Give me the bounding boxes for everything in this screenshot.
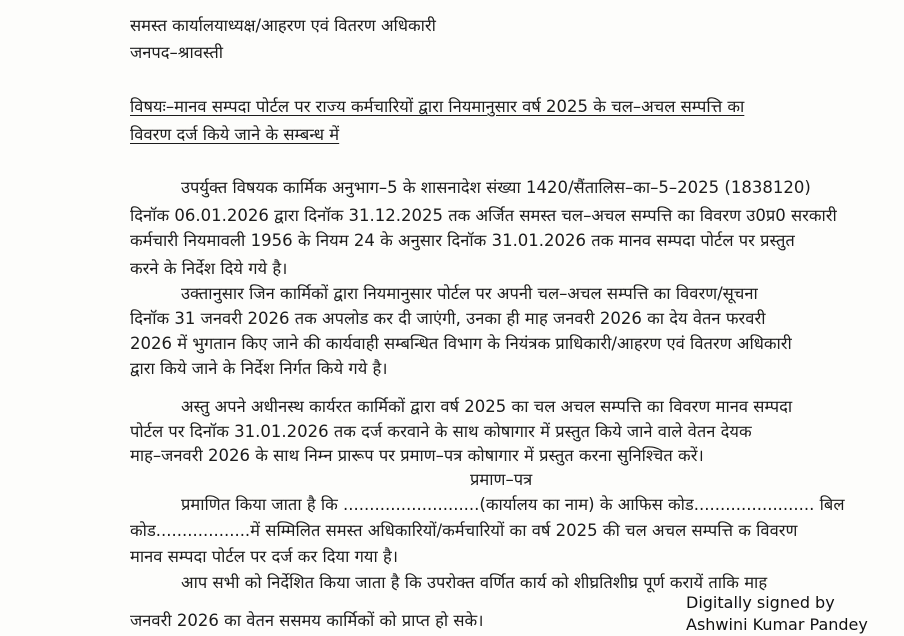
certificate-heading: प्रमाण–पत्र	[470, 470, 533, 489]
subject-line-2: विवरण दर्ज किये जाने के सम्बन्ध में	[130, 125, 340, 144]
para1-line-4: करने के निर्देश दिये गये है।	[130, 259, 288, 278]
addressee-line: समस्त कार्यालयाध्यक्ष/आहरण एवं वितरण अधिकारी	[130, 16, 436, 35]
para4-line-1: आप सभी को निर्देशित किया जाता है कि उपरोक्त वर्णित कार्य को शीघ्रतिशीघ्र पूर्ण करायें ताकि माह	[181, 573, 768, 592]
subject-text: विषयः–मानव सम्पदा पोर्टल पर राज्य कर्मचारियों द्वारा नियमानुसार वर्ष 2025 के चल–अचल सम्पत्ति का	[130, 97, 745, 116]
certificate-line-1: प्रमाणित किया जाता है कि ..........................(कार्यालय का नाम) के आफिस कोड....................... बिल	[181, 495, 845, 514]
para3-line-2: पोर्टल पर दिनॉक 31.01.2026 तक दर्ज करवाने के साथ कोषागार में प्रस्तुत किये जाने वाले वेतन देयक	[130, 422, 752, 441]
certificate-line-3: मानव सम्पदा पोर्टल पर दर्ज कर दिया गया है।	[130, 547, 398, 566]
para3-line-1: अस्तु अपने अधीनस्थ कार्यरत कार्मिकों द्वारा वर्ष 2025 का चल अचल सम्पत्ति का विवरण मानव सम्पदा	[181, 397, 793, 416]
para4-line-2: जनवरी 2026 का वेतन ससमय कार्मिकों को प्राप्त हो सके।	[130, 611, 484, 630]
para2-line-3: 2026 में भुगतान किए जाने की कार्यवाही सम्बन्धित विभाग के नियंत्रक प्राधिकारी/आहरण एवं वितरण अधिकारी	[130, 334, 792, 353]
para2-line-4: द्वारा किये जाने के निर्देश निर्गत किये गये है।	[130, 359, 388, 378]
para3-line-3: माह–जनवरी 2026 के साथ निम्न प्रारूप पर प्रमाण–पत्र कोषागार में प्रस्तुत करना सुनिश्चित करें।	[130, 446, 704, 465]
subject-line-1	[130, 96, 864, 118]
para2-line-2: दिनॉक 31 जनवरी 2026 तक अपलोड कर दी जाएंगी, उनका ही माह जनवरी 2026 का देय वेतन फरवरी	[130, 309, 766, 328]
para1-line-3: कर्मचारी नियमावली 1956 के नियम 24 के अनुसार दिनॉक 31.01.2026 तक मानव सम्पदा पोर्टल पर प्रस्तुत	[130, 231, 795, 250]
district-line: जनपद–श्रावस्ती	[130, 43, 224, 62]
para1-line-1: उपर्युक्त विषयक कार्मिक अनुभाग–5 के शासनादेश संख्या 1420/सैंतालिस–का–5–2025 (1838120)	[181, 178, 811, 197]
digital-signature-name: Ashwini Kumar Pandey	[686, 615, 868, 634]
para1-line-2: दिनॉक 06.01.2026 द्वारा दिनॉक 31.12.2025 तक अर्जित समस्त चल–अचल सम्पत्ति का विवरण उ0प्र0 सरकारी	[130, 206, 837, 225]
para2-line-1: उक्तानुसार जिन कार्मिकों द्वारा नियमानुसार पोर्टल पर अपनी चल–अचल सम्पत्ति का विवरण/सूचना	[181, 284, 758, 303]
certificate-line-2: कोड..................में सम्मिलित समस्त अधिकारियों/कर्मचारियों का वर्ष 2025 की चल अचल सम्पत्ति क विवरण	[130, 521, 798, 540]
digital-signature-label: Digitally signed by	[686, 593, 835, 612]
